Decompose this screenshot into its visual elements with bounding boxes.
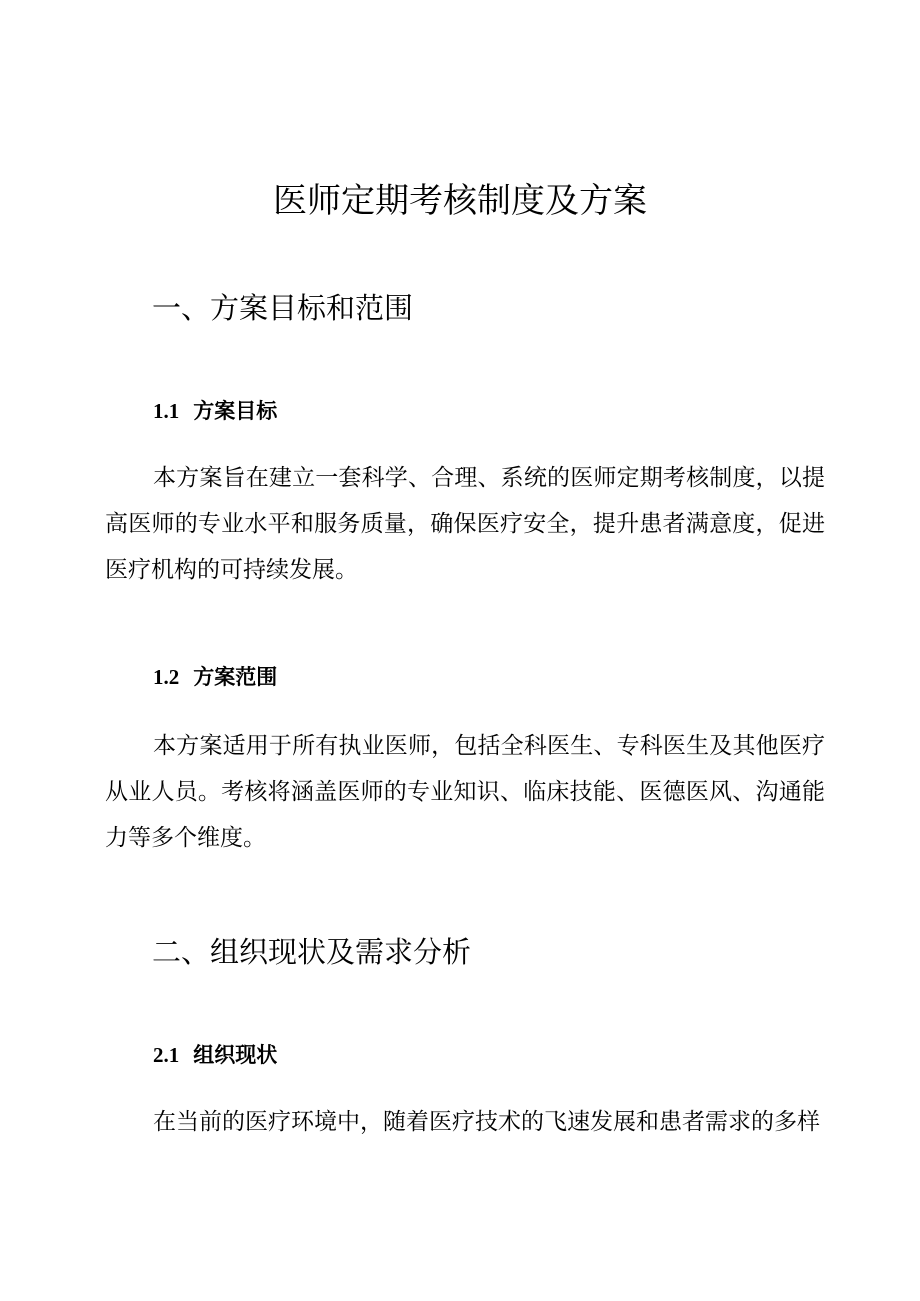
- subsection-title: 方案范围: [193, 665, 278, 689]
- subsection-number: 1.2: [153, 665, 180, 689]
- subsection-number: 2.1: [153, 1043, 180, 1067]
- paragraph-1-2: 本方案适用于所有执业医师，包括全科医生、专科医生及其他医疗从业人员。考核将涵盖医师的专业知识、临床技能、医德医风、沟通能力等多个维度。: [105, 733, 825, 851]
- subsection-heading-1-2: [153, 662, 277, 692]
- subsection-number: 1.1: [153, 399, 180, 423]
- paragraph-1-1: 本方案旨在建立一套科学、合理、系统的医师定期考核制度，以提高医师的专业水平和服务质量，确保医疗安全，提升患者满意度，促进医疗机构的可持续发展。: [105, 465, 825, 583]
- subsection-title: 组织现状: [193, 1043, 278, 1067]
- section-heading-1: 一、方案目标和范围: [152, 291, 414, 325]
- document-title: 医师定期考核制度及方案: [273, 181, 647, 221]
- paragraph-2-1: 在当前的医疗环境中，随着医疗技术的飞速发展和患者需求的多样: [153, 1109, 820, 1135]
- subsection-heading-2-1: [153, 1040, 277, 1070]
- subsection-heading-1-1: [153, 396, 277, 426]
- section-heading-2: 二、组织现状及需求分析: [152, 935, 472, 969]
- subsection-title: 方案目标: [193, 399, 278, 423]
